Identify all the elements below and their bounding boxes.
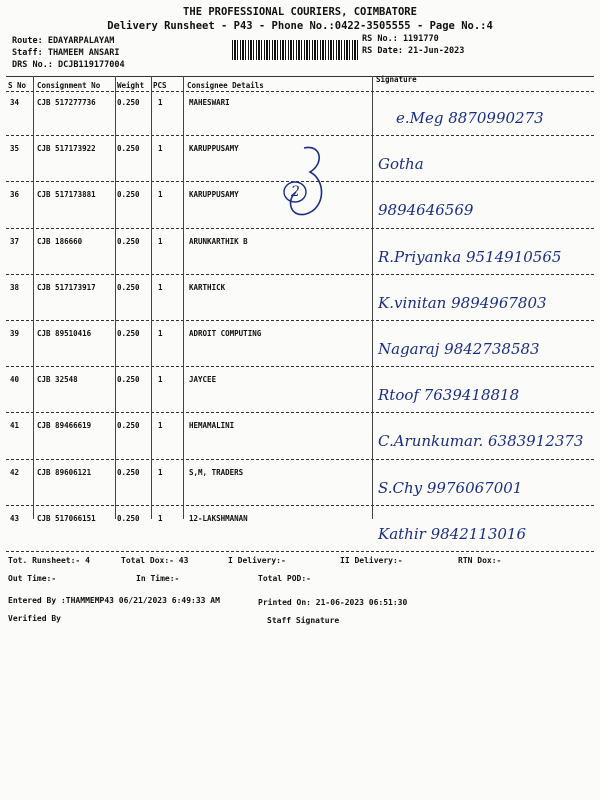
row-sno: 39 [10, 329, 20, 338]
row-pcs: 1 [158, 98, 163, 107]
row-signature: R.Priyanka 9514910565 [378, 248, 562, 266]
route-label: Route: EDAYARPALAYAM [12, 36, 115, 46]
row-sno: 34 [10, 98, 20, 107]
tot-runsheet: Tot. Runsheet:- 4 [8, 556, 90, 565]
row-consignee: KARUPPUSAMY [189, 144, 239, 153]
row-pcs: 1 [158, 468, 163, 477]
col-header-pcs: PCS [153, 81, 167, 90]
rtn-dox: RTN Dox:- [458, 556, 502, 565]
row-pcs: 1 [158, 514, 163, 523]
verified-by: Verified By [8, 614, 61, 623]
row-signature: Gotha [378, 155, 424, 173]
in-time: In Time:- [136, 574, 180, 583]
row-consignee: KARTHICK [189, 283, 226, 292]
table-header-rule [6, 91, 594, 92]
col-divider [151, 76, 152, 519]
row-weight: 0.250 [117, 514, 140, 523]
rs-date: RS Date: 21-Jun-2023 [362, 46, 465, 56]
row-consignment-no: CJB 517277736 [37, 98, 96, 107]
row-pcs: 1 [158, 237, 163, 246]
staff-label: Staff: THAMEEM ANSARI [12, 48, 120, 58]
row-weight: 0.250 [117, 144, 140, 153]
total-dox: Total Dox:- 43 [121, 556, 189, 565]
row-sno: 38 [10, 283, 20, 292]
row-weight: 0.250 [117, 468, 140, 477]
row-signature: Nagaraj 9842738583 [378, 340, 540, 358]
row-consignee: KARUPPUSAMY [189, 190, 239, 199]
row-consignment-no: CJB 517173917 [37, 283, 96, 292]
row-weight: 0.250 [117, 421, 140, 430]
col-header-consignment: Consignment No [37, 81, 101, 90]
row-consignment-no: CJB 517173881 [37, 190, 96, 199]
row-consignee: ADROIT COMPUTING [189, 329, 262, 338]
col-divider [372, 76, 373, 519]
table-top-rule [6, 76, 594, 77]
out-time: Out Time:- [8, 574, 57, 583]
row-consignee: JAYCEE [189, 375, 217, 384]
col-header-weight: Weight [117, 81, 145, 90]
col-header-sno: S No [8, 81, 27, 90]
row-rule [6, 505, 594, 506]
row-rule [6, 459, 594, 460]
row-sno: 35 [10, 144, 20, 153]
row-weight: 0.250 [117, 283, 140, 292]
row-consignee: ARUNKARTHIK B [189, 237, 248, 246]
row-signature: Kathir 9842113016 [378, 525, 527, 543]
entered-by: Entered By :THAMMEMP43 06/21/2023 6:49:33 AM [8, 596, 220, 605]
row-sno: 41 [10, 421, 20, 430]
rs-number: RS No.: 1191770 [362, 34, 439, 44]
row-consignee: HEMAMALINI [189, 421, 235, 430]
drs-number: DRS No.: DCJB119177004 [12, 60, 125, 70]
printed-on: Printed On: 21-06-2023 06:51:30 [258, 598, 408, 607]
row-sno: 40 [10, 375, 20, 384]
col-divider [33, 76, 34, 519]
total-pod: Total POD:- [258, 574, 311, 583]
row-rule [6, 320, 594, 321]
col-divider [183, 76, 184, 519]
row-consignment-no: CJB 32548 [37, 375, 78, 384]
row-rule [6, 274, 594, 275]
row-sno: 37 [10, 237, 20, 246]
row-consignment-no: CJB 89466619 [37, 421, 92, 430]
i-delivery: I Delivery:- [228, 556, 286, 565]
row-rule [6, 551, 594, 552]
row-consignment-no: CJB 89510416 [37, 329, 92, 338]
col-header-signature: Signature [376, 75, 417, 84]
row-pcs: 1 [158, 375, 163, 384]
document-title: THE PROFESSIONAL COURIERS, COIMBATORE [183, 6, 417, 18]
row-consignment-no: CJB 89606121 [37, 468, 92, 477]
handwritten-mark: 2 [291, 184, 300, 200]
row-rule [6, 228, 594, 229]
row-rule [6, 135, 594, 136]
row-signature: S.Chy 9976067001 [378, 479, 523, 497]
row-weight: 0.250 [117, 190, 140, 199]
staff-signature-label: Staff Signature [267, 616, 340, 625]
row-pcs: 1 [158, 190, 163, 199]
col-header-consignee: Consignee Details [187, 81, 264, 90]
row-pcs: 1 [158, 144, 163, 153]
row-weight: 0.250 [117, 98, 140, 107]
row-pcs: 1 [158, 329, 163, 338]
row-signature: Rtoof 7639418818 [378, 386, 520, 404]
row-weight: 0.250 [117, 375, 140, 384]
row-consignee: S,M, TRADERS [189, 468, 244, 477]
row-sno: 43 [10, 514, 20, 523]
row-rule [6, 412, 594, 413]
document-subtitle: Delivery Runsheet - P43 - Phone No.:0422-3505555 - Page No.:4 [107, 20, 493, 32]
row-consignee: 12-LAKSHMANAN [189, 514, 248, 523]
row-weight: 0.250 [117, 329, 140, 338]
row-sno: 36 [10, 190, 20, 199]
row-pcs: 1 [158, 421, 163, 430]
row-signature: 9894646569 [378, 201, 474, 219]
row-rule [6, 366, 594, 367]
row-consignment-no: CJB 517066151 [37, 514, 96, 523]
row-signature: C.Arunkumar. 6383912373 [378, 432, 584, 450]
row-signature: e.Meg 8870990273 [396, 109, 544, 127]
row-signature: K.vinitan 9894967803 [378, 294, 547, 312]
row-sno: 42 [10, 468, 20, 477]
col-divider [115, 76, 116, 519]
row-consignment-no: CJB 517173922 [37, 144, 96, 153]
barcode [232, 40, 360, 60]
row-weight: 0.250 [117, 237, 140, 246]
handwritten-scribble [282, 142, 330, 222]
row-consignee: MAHESWARI [189, 98, 230, 107]
row-pcs: 1 [158, 283, 163, 292]
ii-delivery: II Delivery:- [340, 556, 403, 565]
row-consignment-no: CJB 186660 [37, 237, 83, 246]
